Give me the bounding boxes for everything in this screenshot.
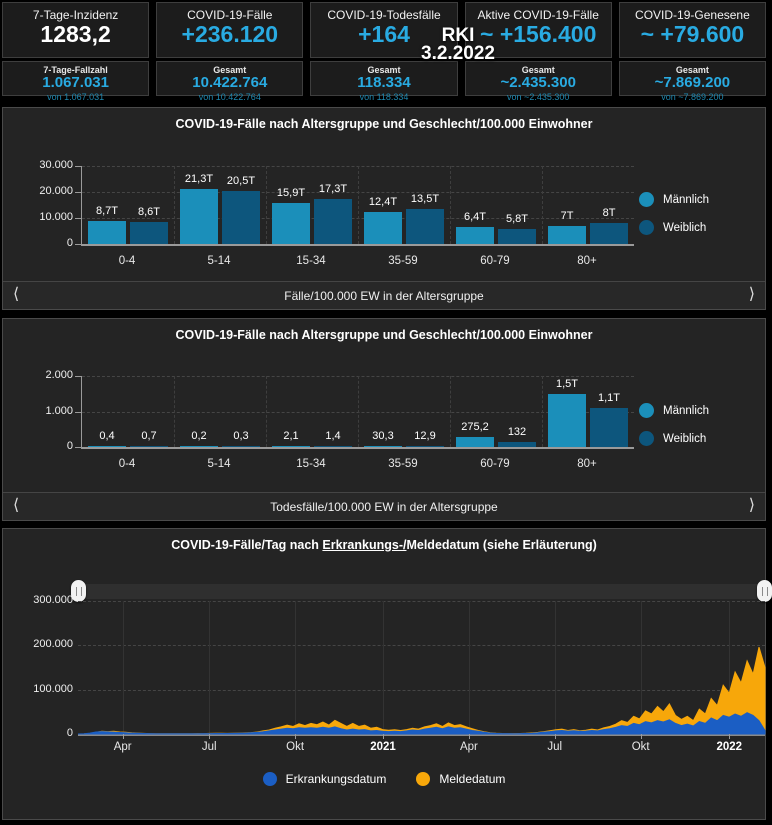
- y-axis-tick: [75, 192, 81, 193]
- title-part-1: COVID-19-Fälle/Tag nach: [171, 538, 323, 552]
- bar-group-5-14: [174, 376, 267, 447]
- chart-title-cases-per-day: [3, 538, 765, 552]
- slider-grip-icon: [76, 587, 82, 596]
- kpi-sub-value: ~2.435.300: [500, 74, 576, 91]
- kpi-label: COVID-19-Todesfälle: [327, 8, 441, 22]
- kpi-sub-value: 1.067.031: [42, 74, 109, 91]
- kpi-total-box: [310, 61, 457, 102]
- kpi-label: 7-Tage-Inzidenz: [32, 8, 119, 22]
- bar-value-label: 1,1T: [597, 391, 620, 404]
- time-range-slider[interactable]: [78, 584, 765, 599]
- deaths-by-age-panel: [2, 318, 766, 521]
- scroll-right-icon[interactable]: ⟩: [748, 284, 755, 303]
- bar-value-label: 8T: [602, 207, 616, 220]
- bar-group-0-4: [82, 376, 175, 447]
- x-category-label: 15-34: [296, 255, 326, 267]
- kpi-value: ~ +79.600: [640, 21, 745, 47]
- bar-value-label: 0,7: [141, 430, 157, 442]
- deaths-caption-bar: [3, 492, 765, 520]
- bar-value-label: 0,3: [233, 430, 249, 442]
- legend-label: Männlich: [663, 193, 710, 206]
- bar-maennlich-0-4[interactable]: [88, 446, 126, 447]
- bar-value-label: 30,3: [372, 429, 394, 442]
- x-category-label: 80+: [577, 458, 597, 470]
- x-axis-tick: [555, 734, 556, 739]
- x-axis-label-2022: 2022: [716, 741, 743, 753]
- bar-group-60-79: [450, 166, 543, 244]
- bar-value-label: 1,5T: [555, 377, 578, 390]
- bar-weiblich-5-14[interactable]: [222, 446, 260, 447]
- bar-value-label: 13,5T: [410, 192, 440, 205]
- bar-group-35-59: [358, 376, 451, 447]
- rki-watermark: [410, 27, 506, 63]
- x-axis-tick: [729, 734, 730, 739]
- kpi-sub-label: Gesamt: [675, 65, 709, 75]
- x-category-label: 80+: [577, 255, 597, 267]
- bar-maennlich-60-79[interactable]: [456, 227, 494, 244]
- x-category-label: 35-59: [388, 458, 418, 470]
- x-axis-tick: [123, 734, 124, 739]
- x-category-label: 5-14: [207, 255, 231, 267]
- x-axis-label-Apr: Apr: [113, 741, 132, 753]
- y-axis-tick-label: 20.000: [39, 185, 73, 197]
- cases-by-age-legend: [639, 192, 761, 248]
- kpi-main-box: [2, 2, 149, 58]
- bar-value-label: 12,9: [414, 430, 436, 442]
- bar-weiblich-0-4[interactable]: [130, 222, 168, 244]
- bar-maennlich-5-14[interactable]: [180, 189, 218, 244]
- bar-maennlich-5-14[interactable]: [180, 446, 218, 447]
- x-category-label: 35-59: [388, 255, 418, 267]
- legend-label: Männlich: [663, 404, 710, 417]
- time-series-plot: [78, 601, 765, 736]
- legend-dot-icon: [639, 192, 654, 207]
- deaths-by-age-legend: [639, 403, 761, 459]
- bar-group-15-34: [266, 376, 359, 447]
- kpi-label: COVID-19-Genesene: [635, 8, 750, 22]
- bar-maennlich-35-59[interactable]: [364, 446, 402, 447]
- bar-value-label: 132: [507, 426, 527, 439]
- cases-by-age-panel: [2, 107, 766, 310]
- x-category-label: 15-34: [296, 458, 326, 470]
- y-axis-tick: [75, 376, 81, 377]
- kpi-tiles: [0, 0, 768, 102]
- chart-title-cases-by-age: COVID-19-Fälle nach Altersgruppe und Geschlecht/100.000 Einwohner: [175, 117, 593, 131]
- y-axis-tick-label: 0: [66, 440, 73, 452]
- bar-value-label: 7T: [560, 209, 574, 222]
- kpi-total-box: [465, 61, 612, 102]
- slider-handle-right[interactable]: [757, 580, 772, 602]
- legend-dot-icon: [639, 431, 654, 446]
- bar-value-label: 12,4T: [368, 195, 398, 208]
- x-axis-label-Apr: Apr: [459, 741, 478, 753]
- y-axis-tick-label: 300.000: [33, 594, 73, 606]
- time-series-legend: [3, 772, 765, 786]
- bar-value-label: 8,7T: [95, 205, 118, 218]
- bar-value-label: 15,9T: [276, 186, 306, 199]
- x-axis-label-Jul: Jul: [547, 741, 563, 753]
- y-axis-tick-label: 0: [66, 727, 73, 739]
- rki-watermark-line1: RKI: [441, 25, 475, 46]
- bar-value-label: 21,3T: [184, 172, 214, 185]
- cases-per-day-panel: [2, 528, 766, 820]
- bar-weiblich-35-59[interactable]: [406, 446, 444, 447]
- legend-item-weiblich: [639, 431, 761, 446]
- x-axis-label-2021: 2021: [370, 741, 396, 753]
- legend-label: Weiblich: [663, 221, 707, 234]
- axis-caption-deaths: Todesfälle/100.000 EW in der Altersgruppe: [270, 499, 498, 514]
- bar-weiblich-5-14[interactable]: [222, 191, 260, 244]
- kpi-value: +236.120: [181, 21, 279, 47]
- x-axis-tick: [295, 734, 296, 739]
- y-axis-tick-label: 200.000: [33, 638, 73, 651]
- legend-item-weiblich: [639, 220, 761, 235]
- kpi-tile: [156, 2, 303, 102]
- legend-label: Weiblich: [663, 432, 707, 445]
- bar-weiblich-80+[interactable]: [590, 408, 628, 447]
- bar-weiblich-15-34[interactable]: [314, 199, 352, 244]
- kpi-tile: [2, 2, 149, 102]
- y-axis-tick: [75, 412, 81, 413]
- bar-maennlich-15-34[interactable]: [272, 446, 310, 447]
- kpi-sub-von: von 118.334: [359, 91, 409, 102]
- bar-value-label: 17,3T: [318, 183, 348, 196]
- bar-weiblich-0-4[interactable]: [130, 446, 168, 447]
- legend-dot-icon: [639, 220, 654, 235]
- bar-maennlich-80+[interactable]: [548, 394, 586, 447]
- x-axis-tick: [469, 734, 470, 739]
- bar-weiblich-15-34[interactable]: [314, 446, 352, 447]
- legend-label: Meldedatum: [439, 772, 506, 786]
- bar-value-label: 5,8T: [505, 212, 528, 225]
- bar-value-label: 1,4: [325, 430, 341, 442]
- x-axis-tick: [209, 734, 210, 739]
- bar-group-5-14: [174, 166, 267, 244]
- cases-by-age-plot: [81, 166, 634, 246]
- bar-group-80+: [542, 376, 634, 447]
- bar-group-0-4: [82, 166, 175, 244]
- x-category-label: 0-4: [118, 458, 136, 470]
- kpi-total-box: [156, 61, 303, 102]
- scroll-left-icon[interactable]: ⟨: [13, 284, 20, 303]
- legend-item-männlich: [639, 403, 761, 418]
- bar-maennlich-0-4[interactable]: [88, 221, 126, 244]
- kpi-total-box: [2, 61, 149, 102]
- y-axis-tick-label: 1.000: [45, 404, 73, 417]
- y-axis-tick-label: 2.000: [45, 369, 73, 381]
- scroll-left-icon[interactable]: ⟨: [13, 495, 20, 514]
- bar-value-label: 8,6T: [137, 205, 160, 218]
- y-axis-tick: [75, 166, 81, 167]
- bar-value-label: 2,1: [283, 430, 299, 442]
- title-part-2: Meldedatum (siehe Erläuterung): [406, 538, 597, 552]
- bar-group-15-34: [266, 166, 359, 244]
- bar-maennlich-60-79[interactable]: [456, 437, 494, 447]
- x-axis-label-Okt: Okt: [631, 741, 650, 753]
- bar-value-label: 20,5T: [226, 174, 256, 187]
- deaths-by-age-plot: [81, 376, 634, 449]
- bar-value-label: 6,4T: [463, 211, 486, 224]
- kpi-sub-von: von 1.067.031: [47, 91, 105, 102]
- kpi-sub-label: Gesamt: [367, 65, 401, 75]
- y-axis-tick-label: 10.000: [39, 211, 73, 223]
- bar-weiblich-35-59[interactable]: [406, 209, 444, 244]
- kpi-value: +164: [358, 21, 410, 47]
- kpi-sub-label: Gesamt: [521, 65, 555, 75]
- meldedatum-area: [78, 647, 765, 734]
- kpi-label: COVID-19-Fälle: [187, 8, 273, 22]
- slider-handle-left[interactable]: [71, 580, 86, 602]
- chart-title-deaths-by-age: COVID-19-Fälle nach Altersgruppe und Geschlecht/100.000 Einwohner: [175, 328, 593, 342]
- legend-dot-icon: [416, 772, 430, 786]
- bar-value-label: 0,4: [99, 430, 115, 442]
- x-axis-label-Okt: Okt: [286, 741, 305, 753]
- area-chart-svg: [78, 601, 765, 734]
- x-axis-tick: [641, 734, 642, 739]
- bar-group-60-79: [450, 376, 543, 447]
- y-axis-tick-label: 0: [66, 237, 73, 249]
- bar-value-label: 0,2: [191, 430, 207, 442]
- kpi-label: Aktive COVID-19-Fälle: [477, 8, 599, 22]
- erkrankungsdatum-link[interactable]: Erkrankungs-/: [322, 538, 407, 552]
- kpi-value: 1283,2: [40, 21, 111, 47]
- bar-weiblich-60-79[interactable]: [498, 229, 536, 244]
- y-axis-tick-label: 30.000: [39, 159, 73, 171]
- kpi-sub-value: ~7.869.200: [654, 74, 731, 91]
- kpi-main-box: [619, 2, 766, 58]
- kpi-sub-label: Gesamt: [213, 65, 247, 75]
- kpi-value: ~ +156.400: [480, 21, 597, 47]
- x-category-label: 0-4: [118, 255, 136, 267]
- legend-label: Erkrankungsdatum: [285, 772, 387, 786]
- cases-caption-bar: [3, 281, 765, 309]
- kpi-sub-value: 10.422.764: [192, 74, 268, 91]
- y-axis-tick: [75, 244, 81, 245]
- kpi-header: [0, 0, 768, 103]
- kpi-sub-von: von ~2.435.300: [507, 91, 570, 102]
- legend-dot-icon: [263, 772, 277, 786]
- legend-dot-icon: [639, 403, 654, 418]
- x-category-label: 60-79: [480, 458, 510, 470]
- slider-grip-icon: [762, 587, 768, 596]
- legend-item-männlich: [639, 192, 761, 207]
- y-axis-tick: [75, 447, 81, 448]
- bar-weiblich-60-79[interactable]: [498, 442, 536, 447]
- kpi-sub-von: von 10.422.764: [198, 91, 261, 102]
- bar-group-35-59: [358, 166, 451, 244]
- bar-maennlich-80+[interactable]: [548, 226, 586, 244]
- legend-item-erkrankungsdatum: [263, 772, 387, 786]
- legend-item-meldedatum: [416, 772, 505, 786]
- kpi-sub-label: 7-Tage-Fallzahl: [43, 65, 108, 75]
- bar-maennlich-15-34[interactable]: [272, 203, 310, 244]
- kpi-sub-value: 118.334: [357, 74, 411, 91]
- scroll-right-icon[interactable]: ⟩: [748, 495, 755, 514]
- bar-group-80+: [542, 166, 634, 244]
- y-axis-tick-label: 100.000: [33, 682, 73, 695]
- x-category-label: 60-79: [480, 255, 510, 267]
- kpi-total-box: [619, 61, 766, 102]
- kpi-tile: [619, 2, 766, 102]
- kpi-sub-von: von ~7.869.200: [661, 91, 724, 102]
- x-axis-tick: [383, 734, 384, 739]
- axis-caption-cases: Fälle/100.000 EW in der Altersgruppe: [284, 288, 484, 303]
- bar-value-label: 275,2: [461, 421, 489, 434]
- x-category-label: 5-14: [207, 458, 231, 470]
- rki-watermark-line2: 3.2.2022: [421, 43, 495, 64]
- bar-weiblich-80+[interactable]: [590, 223, 628, 244]
- bar-maennlich-35-59[interactable]: [364, 212, 402, 244]
- x-axis-label-Jul: Jul: [201, 741, 217, 753]
- kpi-main-box: [156, 2, 303, 58]
- y-axis-tick: [75, 218, 81, 219]
